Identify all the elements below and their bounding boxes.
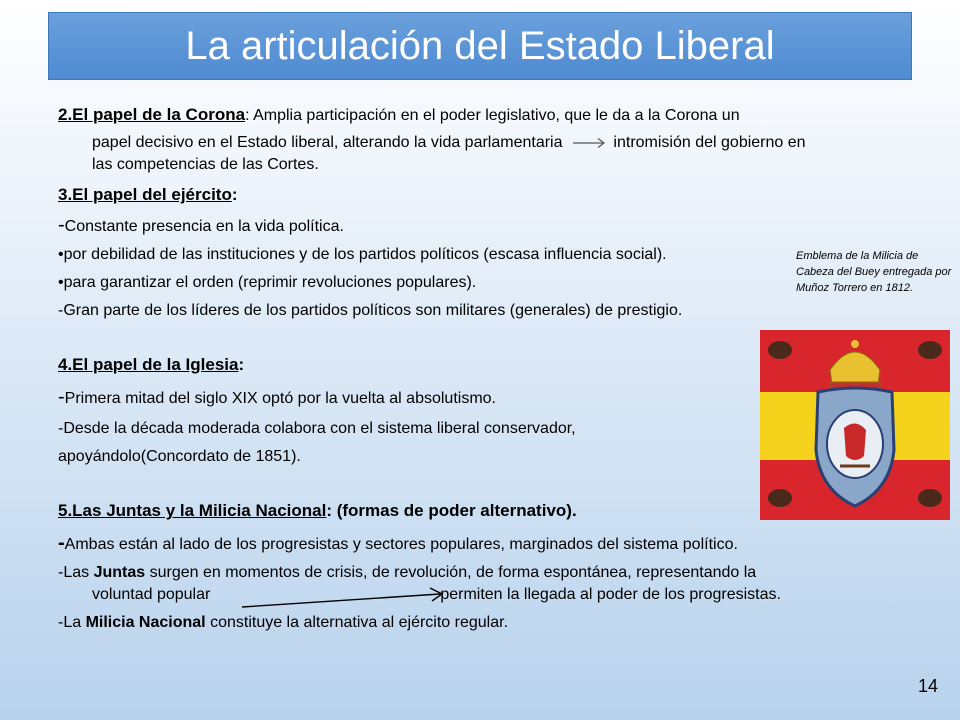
image-caption: Emblema de la Milicia de Cabeza del Buey entregada por Muñoz Torrero en 1812.	[796, 250, 952, 294]
section2-text1: Amplia participación en el poder legislativo, que le da a la Corona un	[249, 107, 740, 124]
section4-line3: apoyándolo(Concordato de 1851).	[58, 448, 301, 465]
section4-line2: -Desde la década moderada colabora con el sistema liberal conservador,	[58, 420, 576, 437]
section2-line3: las competencias de las Cortes.	[92, 156, 319, 173]
section5-line1: -Ambas están al lado de los progresistas y sectores populares, marginados del sistema político.	[58, 532, 738, 554]
right-arrow-icon	[573, 137, 607, 149]
section5-line4: -La Milicia Nacional constituye la alternativa al ejército regular.	[58, 614, 509, 631]
section3-line3: •para garantizar el orden (reprimir revoluciones populares).	[58, 274, 477, 291]
section3-line4: -Gran parte de los líderes de los partidos políticos son militares (generales) de prestigio.	[58, 302, 683, 319]
section5-line3: voluntad popular permiten la llegada al poder de los progresistas.	[92, 586, 781, 603]
section2-heading: 2.El papel de la Corona	[58, 105, 246, 124]
slide-title: La articulación del Estado Liberal	[185, 24, 775, 68]
section3-heading: 3.El papel del ejército	[58, 185, 232, 204]
section4-heading: 4.El papel de la Iglesia	[58, 355, 239, 374]
title-bar	[48, 12, 912, 80]
section3-line2: •por debilidad de las instituciones y de los partidos políticos (escasa influencia social).	[58, 246, 667, 263]
militia-emblem-image	[760, 330, 950, 520]
section4-heading-line: 4.El papel de la Iglesia:	[58, 355, 245, 374]
section5-heading: 5.Las Juntas y la Milicia Nacional	[58, 501, 327, 520]
section2-line2: papel decisivo en el Estado liberal, alterando la vida parlamentaria intromisión del gobierno en	[92, 134, 806, 151]
section3-heading-line: 3.El papel del ejército:	[58, 185, 238, 204]
section4-line1: -Primera mitad del siglo XIX optó por la vuelta al absolutismo.	[58, 386, 496, 408]
page-number: 14	[918, 676, 939, 696]
section5-line2: -Las Juntas surgen en momentos de crisis, de revolución, de forma espontánea, representando la	[58, 564, 757, 581]
section5-heading-line: 5.Las Juntas y la Milicia Nacional: (formas de poder alternativo).	[58, 501, 577, 520]
section2-line1: 2.El papel de la Corona: Amplia participación en el poder legislativo, que le da a la Corona un	[58, 105, 740, 124]
long-arrow-icon	[240, 580, 450, 610]
section3-line1: -Constante presencia en la vida política.	[58, 214, 344, 236]
